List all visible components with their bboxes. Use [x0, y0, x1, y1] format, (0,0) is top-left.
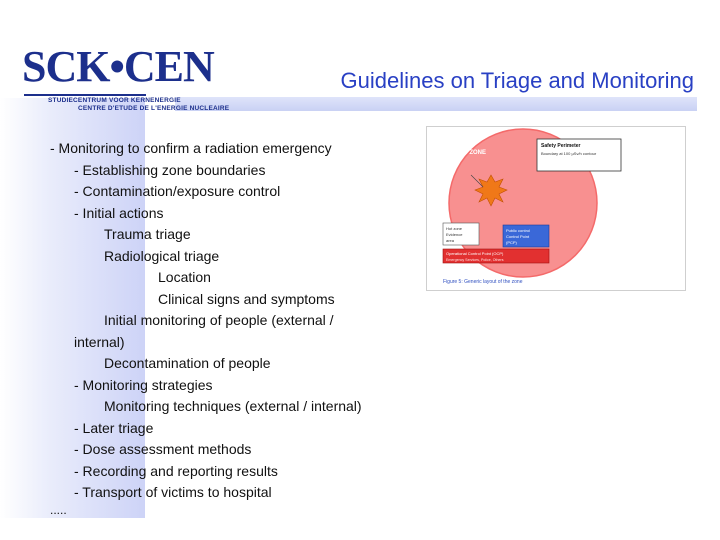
incident-star-icon	[475, 175, 507, 206]
bullet-item: - Later triage	[74, 419, 154, 436]
logo-subtitle-2: CENTRE D'ETUDE DE L'ENERGIE NUCLEAIRE	[78, 105, 230, 112]
hot-zone-line-1: Hot zone	[446, 226, 463, 231]
hot-zone-line-2: Evidence	[446, 232, 463, 237]
bullet-item: - Dose assessment methods	[74, 441, 252, 457]
bullet-item: - Establishing zone boundaries	[74, 161, 266, 178]
bullet-item: Monitoring techniques (external / internal)	[104, 398, 362, 414]
bullet-item: Clinical signs and symptoms	[158, 290, 335, 307]
bullet-item: - Contamination/exposure control	[74, 183, 281, 199]
trailing-ellipsis: .....	[50, 503, 67, 517]
slide-title: Guidelines on Triage and Monitoring	[340, 68, 694, 93]
logo-rule	[24, 94, 146, 96]
public-control-line-3: (PCP)	[506, 240, 517, 245]
figure-caption: Figure 5: Generic layout of the zone	[443, 279, 523, 285]
operational-control-line-2: Emergency Services, Police, Others	[446, 258, 504, 262]
title-underline-bar	[175, 97, 697, 111]
public-control-line-2: Control Point	[506, 234, 530, 239]
bullet-item: - Monitoring to confirm a radiation emergency	[50, 140, 332, 156]
safety-perimeter-text: Boundary at 100 µSv/h contour	[541, 151, 597, 156]
safety-perimeter-title: Safety Perimeter	[541, 143, 581, 149]
red-zone-label: RED ZONE	[455, 150, 487, 156]
zone-diagram-figure	[426, 126, 686, 291]
bullet-item: Radiological triage	[104, 247, 220, 264]
bullet-item: Location	[158, 269, 211, 285]
bullet-item: - Recording and reporting results	[74, 462, 278, 479]
bullet-item: - Monitoring strategies	[74, 376, 213, 393]
operational-control-line-1: Operational Control Point (OCP)	[446, 251, 504, 256]
public-control-line-1: Public control	[506, 228, 531, 233]
logo-wordmark: SCK•CEN	[22, 42, 214, 91]
bullet-item-continuation: internal)	[74, 333, 125, 350]
bullet-item: Decontamination of people	[104, 355, 271, 371]
bullet-list	[50, 138, 395, 504]
zone-diagram	[427, 127, 685, 290]
logo-subtitle-1: STUDIECENTRUM VOOR KERNENERGIE	[48, 97, 181, 104]
hot-zone-line-3: area	[446, 238, 455, 243]
bullet-item: - Initial actions	[74, 204, 164, 221]
logo	[22, 42, 230, 117]
bullet-item: Trauma triage	[104, 226, 191, 242]
bullet-item: Initial monitoring of people (external /	[104, 312, 334, 328]
bullet-item: - Transport of victims to hospital	[74, 484, 272, 500]
